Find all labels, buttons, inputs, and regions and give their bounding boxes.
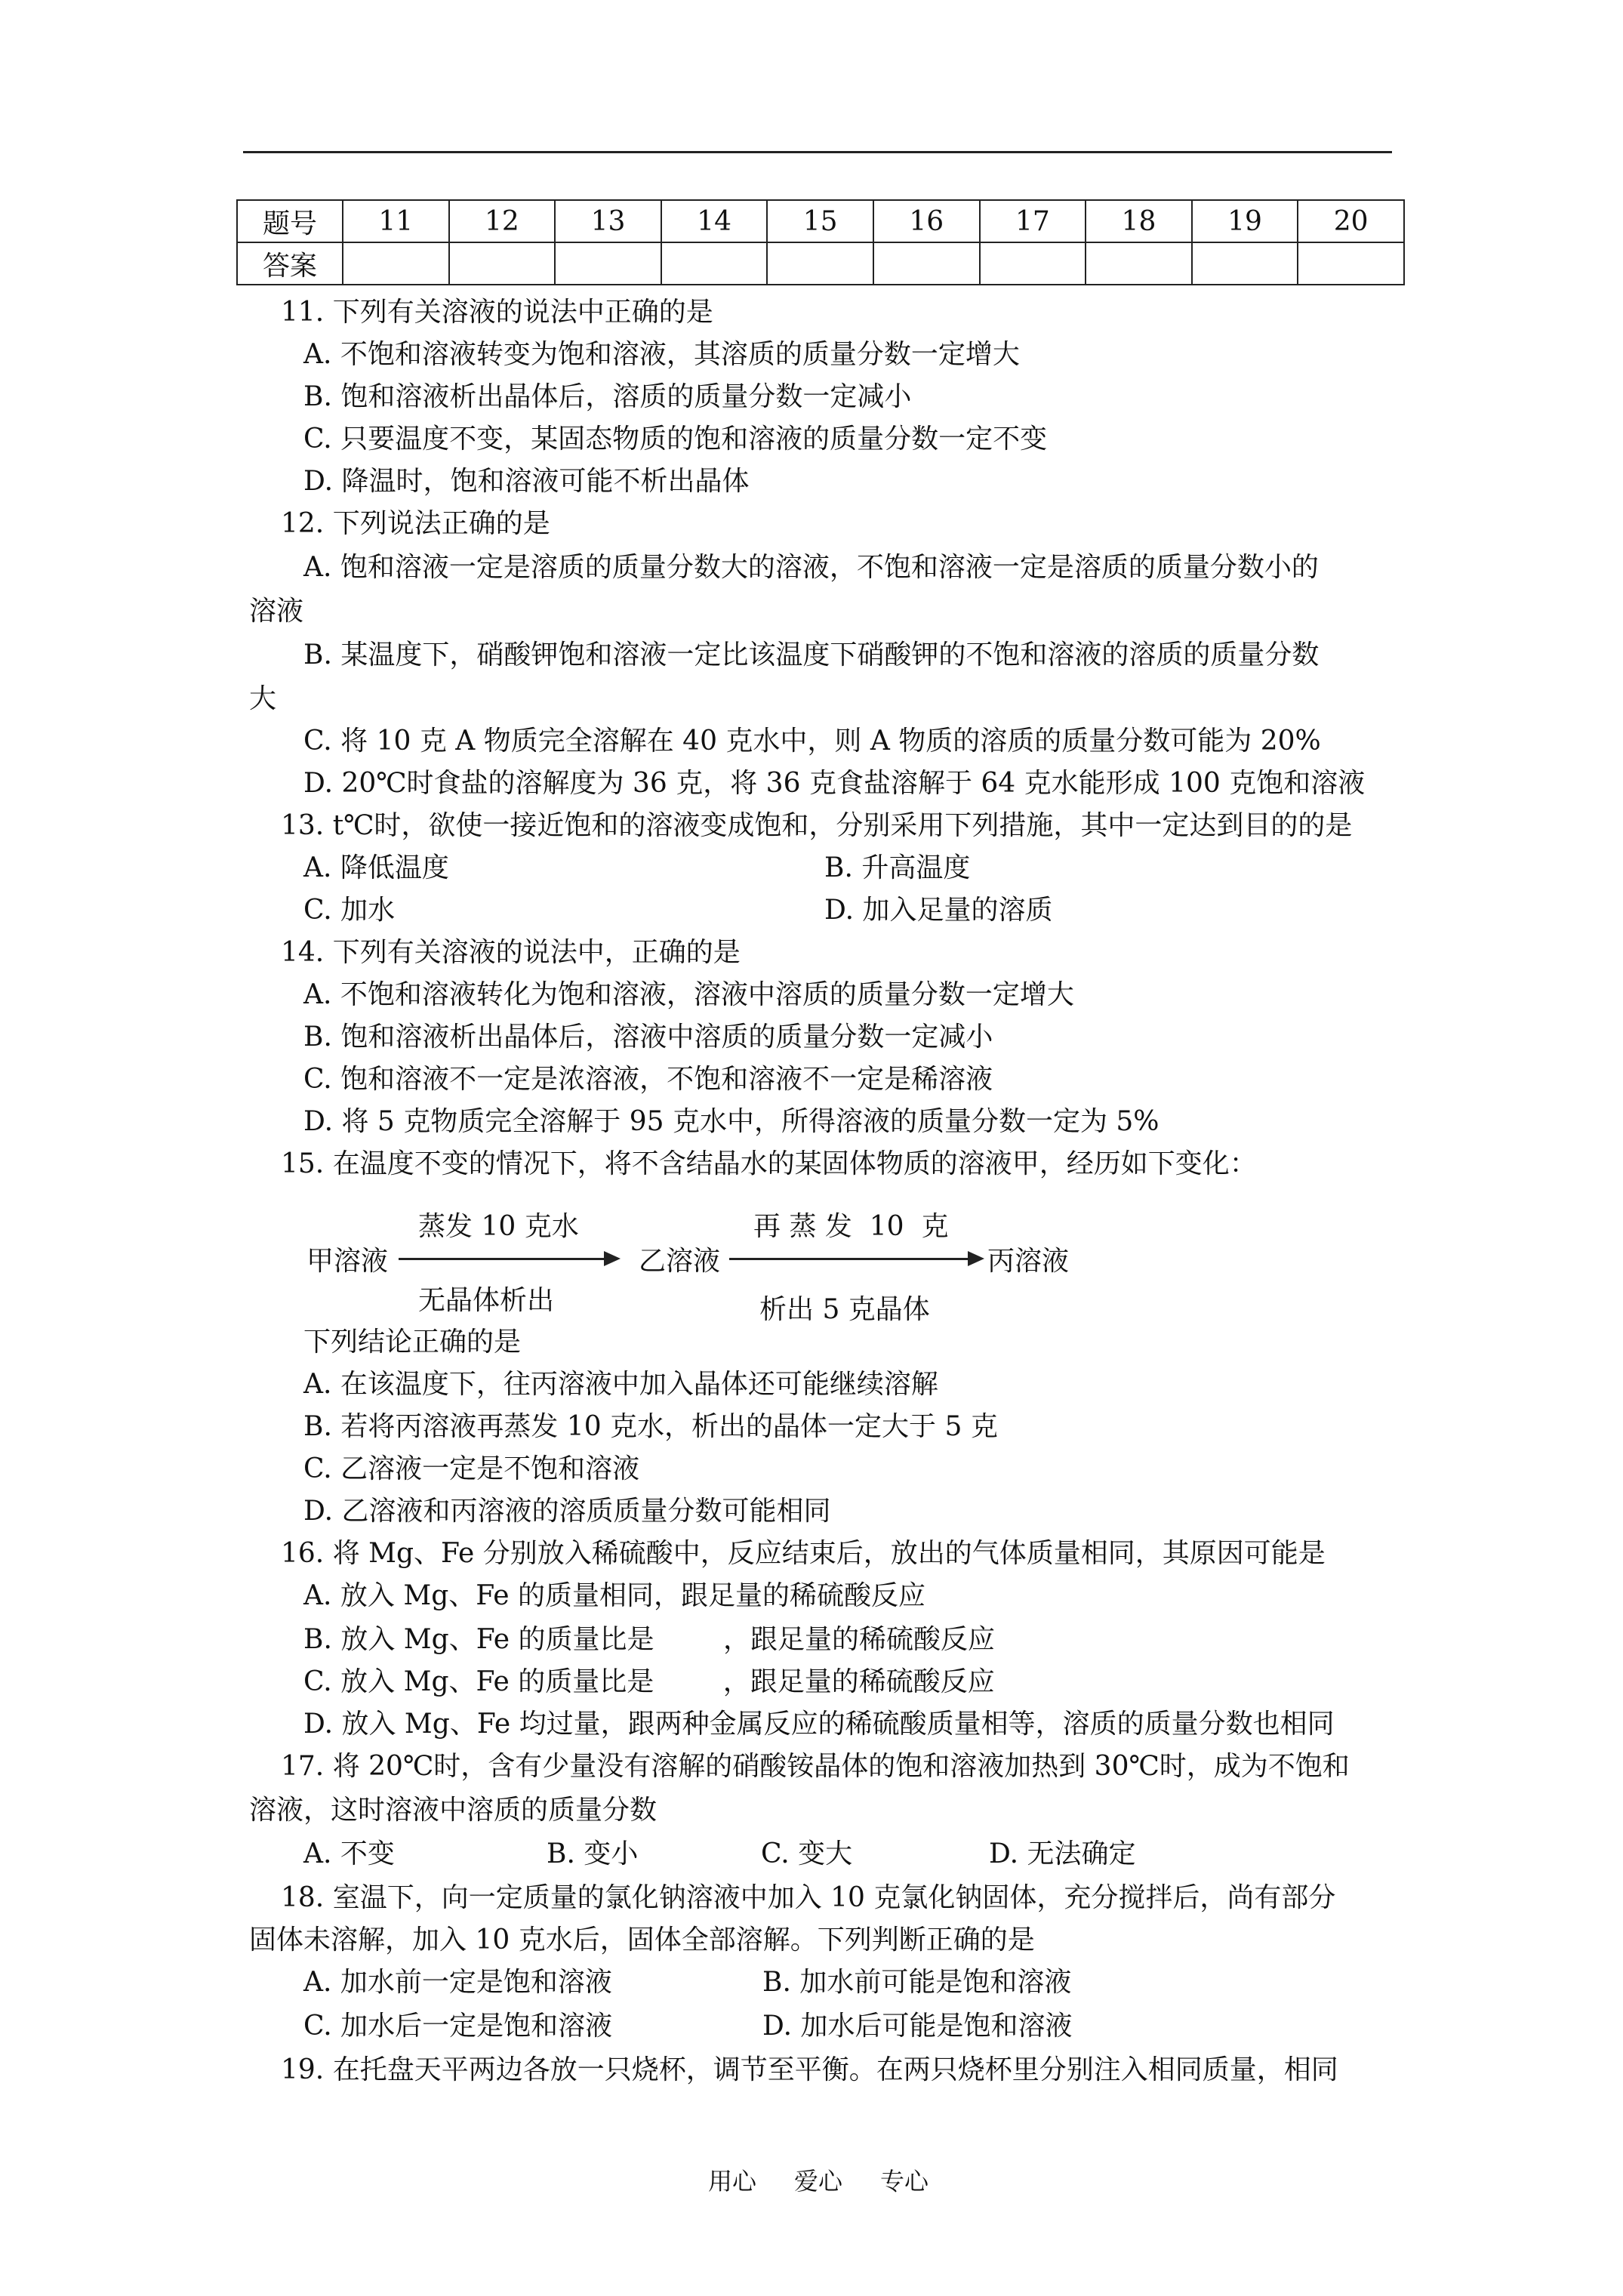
- footer-text-1: 用心: [708, 2167, 757, 2196]
- question-16-option-b: B. 放入 Mg、Fe 的质量比是 ，跟足量的稀硫酸反应: [303, 1624, 995, 1655]
- step1-arrow: [399, 1258, 607, 1260]
- question-12-option-b-cont: 大: [249, 683, 277, 714]
- question-17-stem: 17. 将 20℃时，含有少量没有溶解的硝酸铵晶体的饱和溶液加热到 30℃时，成为不饱和: [281, 1751, 1350, 1782]
- table-cell-number: 16: [873, 200, 980, 242]
- question-14-option-d: D. 将 5 克物质完全溶解于 95 克水中，所得溶液的质量分数一定为 5%: [303, 1106, 1160, 1137]
- question-17-option-b: B. 变小: [547, 1838, 639, 1869]
- table-row-numbers: [237, 200, 1404, 242]
- question-18-option-d: D. 加水后可能是饱和溶液: [762, 2011, 1073, 2042]
- question-14-option-c: C. 饱和溶液不一定是浓溶液，不饱和溶液不一定是稀溶液: [303, 1064, 993, 1095]
- footer-text-2: 爱心: [794, 2167, 843, 2196]
- step1-result-label: 无晶体析出: [418, 1285, 555, 1316]
- question-13-option-d: D. 加入足量的溶质: [824, 895, 1053, 926]
- question-11-option-d: D. 降温时，饱和溶液可能不析出晶体: [303, 466, 750, 497]
- question-14-option-a: A. 不饱和溶液转化为饱和溶液，溶液中溶质的质量分数一定增大: [303, 979, 1074, 1010]
- question-16-option-a: A. 放入 Mg、Fe 的质量相同，跟足量的稀硫酸反应: [303, 1580, 925, 1611]
- question-15-option-a: A. 在该温度下，往丙溶液中加入晶体还可能继续溶解: [303, 1369, 938, 1400]
- answer-cell[interactable]: [873, 242, 980, 285]
- question-13-option-a: A. 降低温度: [303, 852, 449, 883]
- question-16-option-c: C. 放入 Mg、Fe 的质量比是 ，跟足量的稀硫酸反应: [303, 1666, 995, 1697]
- question-17-option-c: C. 变大: [761, 1838, 853, 1869]
- step2-arrow: [729, 1258, 971, 1260]
- table-cell-number: 12: [449, 200, 556, 242]
- solution-bing-label: 丙溶液: [987, 1246, 1070, 1277]
- question-16-stem: 16. 将 Mg、Fe 分别放入稀硫酸中，反应结束后，放出的气体质量相同，其原因可能是: [281, 1538, 1326, 1569]
- question-17-option-a: A. 不变: [303, 1838, 395, 1869]
- table-cell-number: 11: [343, 200, 449, 242]
- question-12-option-c: C. 将 10 克 A 物质完全溶解在 40 克水中，则 A 物质的溶质的质量分数可能为 20%: [303, 726, 1321, 757]
- answer-cell[interactable]: [980, 242, 1086, 285]
- step2-result-label: 析出 5 克晶体: [759, 1294, 930, 1325]
- question-17-stem-cont: 溶液，这时溶液中溶质的质量分数: [249, 1795, 658, 1826]
- question-18-option-b: B. 加水前可能是饱和溶液: [762, 1967, 1072, 1998]
- table-row-label: 答案: [237, 242, 343, 285]
- answer-table: [236, 199, 1405, 285]
- answer-cell[interactable]: [1086, 242, 1192, 285]
- question-14-stem: 14. 下列有关溶液的说法中，正确的是: [281, 937, 741, 968]
- question-12-option-b: B. 某温度下，硝酸钾饱和溶液一定比该温度下硝酸钾的不饱和溶液的溶质的质量分数: [303, 639, 1320, 670]
- question-13-stem: 13. t℃时，欲使一接近饱和的溶液变成饱和，分别采用下列措施，其中一定达到目的的是: [281, 810, 1353, 841]
- header-rule: [243, 151, 1392, 153]
- question-18-stem-cont: 固体未溶解，加入 10 克水后，固体全部溶解。下列判断正确的是: [249, 1925, 1035, 1955]
- question-12-stem: 12. 下列说法正确的是: [281, 508, 550, 539]
- question-12-option-a: A. 饱和溶液一定是溶质的质量分数大的溶液，不饱和溶液一定是溶质的质量分数小的: [303, 552, 1319, 583]
- question-12-option-d: D. 20℃时食盐的溶解度为 36 克，将 36 克食盐溶解于 64 克水能形成 100 克饱和溶液: [303, 768, 1366, 799]
- question-15-conclusion: 下列结论正确的是: [303, 1327, 522, 1358]
- answer-cell[interactable]: [767, 242, 873, 285]
- question-19-stem: 19. 在托盘天平两边各放一只烧杯，调节至平衡。在两只烧杯里分别注入相同质量，相同: [281, 2054, 1338, 2085]
- table-row-label: 题号: [237, 200, 343, 242]
- question-18-option-a: A. 加水前一定是饱和溶液: [303, 1967, 612, 1998]
- solution-yi-label: 乙溶液: [639, 1246, 721, 1277]
- question-16-option-d: D. 放入 Mg、Fe 均过量，跟两种金属反应的稀硫酸质量相等，溶质的质量分数也相同: [303, 1709, 1335, 1740]
- question-15-option-d: D. 乙溶液和丙溶液的溶质质量分数可能相同: [303, 1496, 831, 1527]
- question-15-option-c: C. 乙溶液一定是不饱和溶液: [303, 1453, 640, 1484]
- question-18-stem: 18. 室温下，向一定质量的氯化钠溶液中加入 10 克氯化钠固体，充分搅拌后，尚有部分: [281, 1882, 1336, 1913]
- table-cell-number: 19: [1192, 200, 1298, 242]
- footer-text-3: 专心: [880, 2167, 929, 2196]
- answer-cell[interactable]: [1298, 242, 1404, 285]
- answer-cell[interactable]: [661, 242, 768, 285]
- table-cell-number: 20: [1298, 200, 1404, 242]
- question-11-option-b: B. 饱和溶液析出晶体后，溶质的质量分数一定减小: [303, 381, 912, 412]
- question-15-stem: 15. 在温度不变的情况下，将不含结晶水的某固体物质的溶液甲，经历如下变化：: [281, 1148, 1257, 1179]
- question-18-option-c: C. 加水后一定是饱和溶液: [303, 2011, 613, 2042]
- step2-condition-label: 再 蒸 发 10 克: [753, 1211, 949, 1242]
- question-17-option-d: D. 无法确定: [989, 1838, 1136, 1869]
- step1-arrowhead-icon: [604, 1251, 621, 1266]
- question-13-option-b: B. 升高温度: [824, 852, 971, 883]
- answer-cell[interactable]: [449, 242, 556, 285]
- question-11-stem: 11. 下列有关溶液的说法中正确的是: [281, 297, 713, 328]
- question-14-option-b: B. 饱和溶液析出晶体后，溶液中溶质的质量分数一定减小: [303, 1022, 993, 1052]
- question-12-option-a-cont: 溶液: [249, 596, 304, 627]
- table-cell-number: 18: [1086, 200, 1192, 242]
- question-11-option-a: A. 不饱和溶液转变为饱和溶液，其溶质的质量分数一定增大: [303, 339, 1020, 370]
- step1-condition-label: 蒸发 10 克水: [418, 1211, 579, 1242]
- table-cell-number: 14: [661, 200, 768, 242]
- table-cell-number: 13: [555, 200, 661, 242]
- answer-cell[interactable]: [555, 242, 661, 285]
- answer-cell[interactable]: [343, 242, 449, 285]
- question-13-option-c: C. 加水: [303, 895, 396, 926]
- step2-arrowhead-icon: [968, 1251, 984, 1266]
- question-11-option-c: C. 只要温度不变，某固态物质的饱和溶液的质量分数一定不变: [303, 424, 1048, 455]
- answer-cell[interactable]: [1192, 242, 1298, 285]
- table-cell-number: 15: [767, 200, 873, 242]
- table-cell-number: 17: [980, 200, 1086, 242]
- solution-jia-label: 甲溶液: [306, 1246, 389, 1277]
- table-row-answers: [237, 242, 1404, 285]
- question-15-option-b: B. 若将丙溶液再蒸发 10 克水，析出的晶体一定大于 5 克: [303, 1411, 998, 1442]
